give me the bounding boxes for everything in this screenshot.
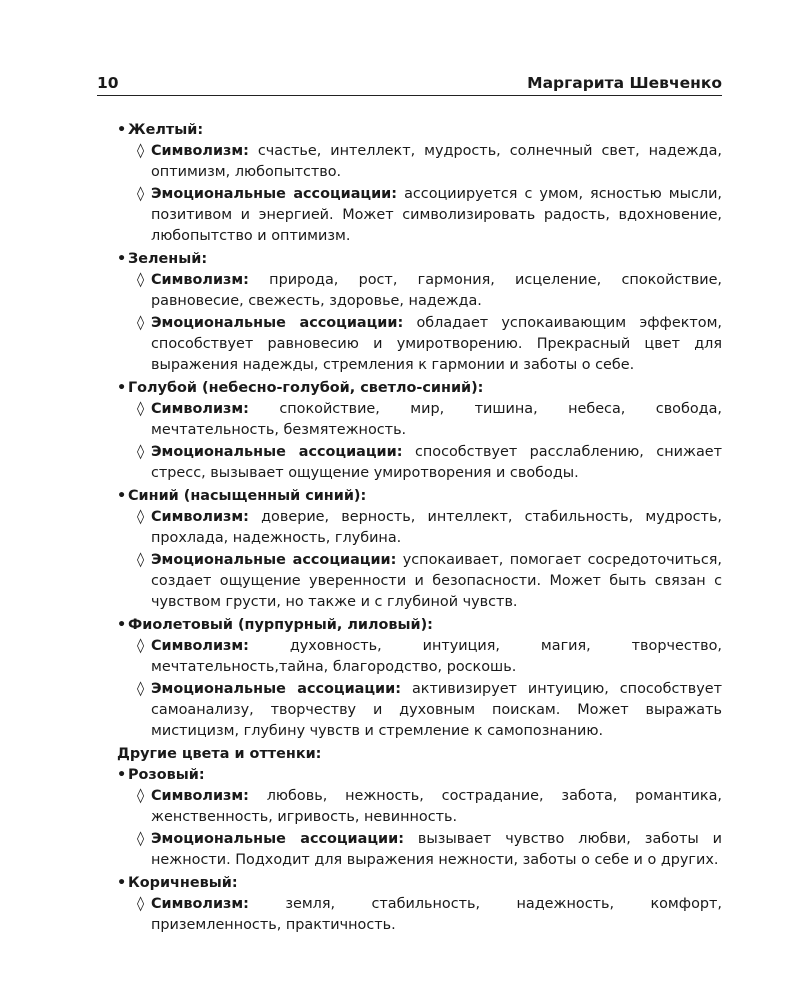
color-name-line xyxy=(117,120,722,141)
diamond-bullet-icon: ◊ xyxy=(137,552,145,568)
diamond-bullet-icon: ◊ xyxy=(137,788,145,804)
symbolism-label: Символизм: xyxy=(151,896,249,912)
color-name-line xyxy=(117,765,722,786)
color-entry xyxy=(117,249,722,376)
color-entry xyxy=(117,486,722,613)
color-details xyxy=(117,507,722,613)
color-entry xyxy=(117,120,722,247)
section-heading-other-colors: Другие цвета и оттенки: xyxy=(117,746,322,762)
color-name-line xyxy=(117,486,722,507)
symbolism-text: доверие, верность, интеллект, стабильность, мудрость, прохлада, надежность, глубина. xyxy=(151,509,722,546)
symbolism-text: земля, стабильность, надежность, комфорт, приземленность, практичность. xyxy=(151,896,722,933)
emotional-associations-item xyxy=(117,829,722,871)
emotional-associations-item xyxy=(117,679,722,742)
symbolism-text: счастье, интеллект, мудрость, солнечный свет, надежда, оптимизм, любопытство. xyxy=(151,143,722,180)
header-rule xyxy=(97,95,722,96)
diamond-bullet-icon: ◊ xyxy=(137,831,145,847)
diamond-bullet-icon: ◊ xyxy=(137,315,145,331)
bullet-icon: • xyxy=(117,875,127,891)
color-details xyxy=(117,270,722,376)
page-header xyxy=(97,74,722,96)
symbolism-label: Символизм: xyxy=(151,143,249,159)
emotional-text: успокаивает, помогает сосредоточиться, создает ощущение уверенности и безопасности. Может быть связан с чувством грусти, но также и с глубиной чувств. xyxy=(151,552,723,610)
diamond-bullet-icon: ◊ xyxy=(137,681,145,697)
color-name: Синий (насыщенный синий): xyxy=(128,488,367,504)
symbolism-label: Символизм: xyxy=(151,509,249,525)
bullet-icon: • xyxy=(117,488,127,504)
emotional-text: ассоциируется с умом, ясностью мысли, позитивом и энергией. Может символизировать радость, вдохновение, любопытство и оптимизм. xyxy=(151,186,723,244)
color-name: Зеленый: xyxy=(128,251,208,267)
emotional-label: Эмоциональные ассоциации: xyxy=(151,444,403,460)
symbolism-item xyxy=(117,399,722,441)
color-entry xyxy=(117,378,722,484)
color-name-line xyxy=(117,249,722,270)
bullet-icon: • xyxy=(117,617,127,633)
symbolism-label: Символизм: xyxy=(151,272,249,288)
symbolism-item xyxy=(117,636,722,678)
symbolism-item xyxy=(117,786,722,828)
color-list-main xyxy=(117,120,722,742)
diamond-bullet-icon: ◊ xyxy=(137,143,145,159)
color-entry xyxy=(117,615,722,742)
symbolism-text: природа, рост, гармония, исцеление, спокойствие, равновесие, свежесть, здоровье, надежда. xyxy=(151,272,722,309)
emotional-label: Эмоциональные ассоциации: xyxy=(151,831,404,847)
emotional-label: Эмоциональные ассоциации: xyxy=(151,681,401,697)
color-details xyxy=(117,636,722,742)
color-name: Желтый: xyxy=(128,122,204,138)
symbolism-text: любовь, нежность, сострадание, забота, романтика, женственность, игривость, невинность. xyxy=(151,788,723,825)
color-entry xyxy=(117,873,722,936)
diamond-bullet-icon: ◊ xyxy=(137,896,145,912)
emotional-text: способствует расслаблению, снижает стресс, вызывает ощущение умиротворения и свободы. xyxy=(151,444,722,481)
emotional-associations-item xyxy=(117,313,722,376)
diamond-bullet-icon: ◊ xyxy=(137,509,145,525)
diamond-bullet-icon: ◊ xyxy=(137,401,145,417)
emotional-associations-item xyxy=(117,550,722,613)
color-name: Голубой (небесно-голубой, светло-синий): xyxy=(128,380,484,396)
bullet-icon: • xyxy=(117,380,127,396)
emotional-text: обладает успокаивающим эффектом, способствует равновесию и умиротворению. Прекрасный цвет для выражения надежды, стремления к гармонии и заботы о себе. xyxy=(151,315,723,373)
emotional-text: вызывает чувство любви, заботы и нежности. Подходит для выражения нежности, заботы о себе и о других. xyxy=(151,831,722,868)
diamond-bullet-icon: ◊ xyxy=(137,186,145,202)
bullet-icon: • xyxy=(117,251,127,267)
emotional-label: Эмоциональные ассоциации: xyxy=(151,186,398,202)
symbolism-item xyxy=(117,270,722,312)
emotional-label: Эмоциональные ассоциации: xyxy=(151,315,404,331)
color-details xyxy=(117,141,722,247)
symbolism-item xyxy=(117,141,722,183)
symbolism-label: Символизм: xyxy=(151,401,249,417)
bullet-icon: • xyxy=(117,122,127,138)
emotional-label: Эмоциональные ассоциации: xyxy=(151,552,397,568)
color-details xyxy=(117,399,722,484)
symbolism-label: Символизм: xyxy=(151,788,249,804)
symbolism-label: Символизм: xyxy=(151,638,249,654)
symbolism-text: духовность, интуиция, магия, творчество, мечтательность,тайна, благородство, роскошь. xyxy=(151,638,722,675)
diamond-bullet-icon: ◊ xyxy=(137,444,145,460)
diamond-bullet-icon: ◊ xyxy=(137,272,145,288)
color-name: Фиолетовый (пурпурный, лиловый): xyxy=(128,617,433,633)
symbolism-text: спокойствие, мир, тишина, небеса, свобода, мечтательность, безмятежность. xyxy=(151,401,722,438)
emotional-text: активизирует интуицию, способствует самоанализу, творчеству и духовным поискам. Может выражать мистицизм, глубину чувств и стремление к самопознанию. xyxy=(151,681,722,739)
symbolism-item xyxy=(117,894,722,936)
bullet-icon: • xyxy=(117,767,127,783)
color-name-line xyxy=(117,615,722,636)
emotional-associations-item xyxy=(117,442,722,484)
symbolism-item xyxy=(117,507,722,549)
running-title-author: Маргарита Шевченко xyxy=(527,74,722,92)
diamond-bullet-icon: ◊ xyxy=(137,638,145,654)
color-name-line xyxy=(117,873,722,894)
color-entry xyxy=(117,765,722,871)
color-name-line xyxy=(117,378,722,399)
page-number: 10 xyxy=(97,74,119,92)
color-name: Розовый: xyxy=(128,767,205,783)
color-name: Коричневый: xyxy=(128,875,238,891)
color-list-other xyxy=(117,765,722,936)
color-details xyxy=(117,894,722,936)
page-content xyxy=(117,120,722,938)
emotional-associations-item xyxy=(117,184,722,247)
color-details xyxy=(117,786,722,871)
